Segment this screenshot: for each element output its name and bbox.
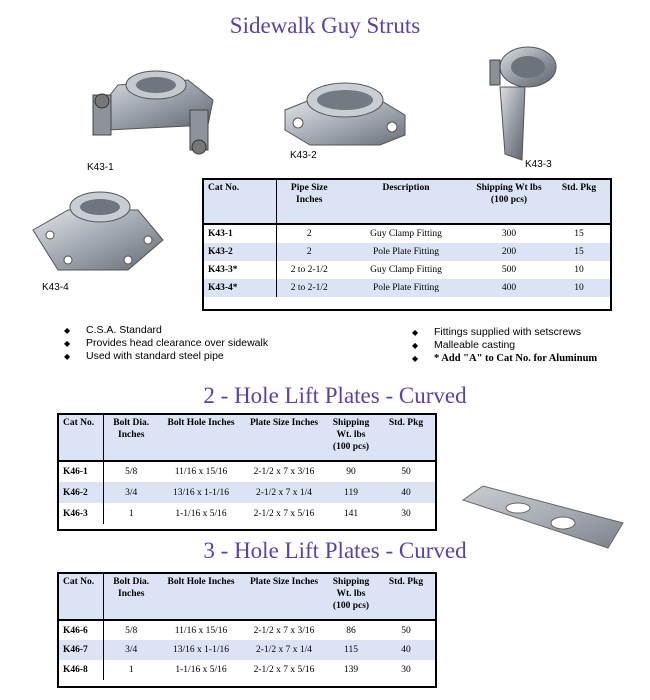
- table-k43: [204, 180, 610, 297]
- table-cell: Pole Plate Fitting: [342, 279, 470, 297]
- table-k46-2hole-header: Plate Size Inches: [243, 415, 325, 461]
- table-k46-3hole-header: Plate Size Inches: [243, 574, 325, 620]
- k43-1-photo: [78, 55, 228, 160]
- k43-4-photo: [28, 185, 168, 275]
- bullet-icon: ◆: [64, 352, 71, 361]
- table-k46-3hole: [59, 574, 435, 680]
- table-cell: 13/16 x 1-1/16: [159, 640, 243, 660]
- table-cell: Pole Plate Fitting: [342, 243, 470, 261]
- table-cell: 40: [377, 640, 435, 660]
- table-row: [204, 261, 610, 279]
- table-cell: 200: [470, 243, 548, 261]
- table-cell: 15: [548, 224, 610, 243]
- table-cell: 115: [325, 640, 377, 660]
- table-cell: K46-8: [59, 660, 103, 680]
- bullet-icon: ◆: [412, 341, 419, 350]
- table-cell: 141: [343, 508, 359, 519]
- table-cell: 500: [501, 265, 517, 275]
- table-row: [59, 640, 435, 660]
- table-cell: 1-1/16 x 5/16: [175, 665, 227, 675]
- table-cell: K46-3: [59, 503, 103, 524]
- table-cell: 50: [377, 461, 435, 482]
- table-row: [59, 482, 435, 503]
- table-cell: 139: [343, 665, 359, 675]
- table-cell: 2 to 2-1/2: [276, 279, 342, 297]
- table-k46-3hole-header: Std. Pkg: [377, 574, 435, 620]
- table-k43-header: Shipping Wt lbs (100 pcs): [470, 180, 548, 224]
- table-cell: 1: [128, 665, 134, 675]
- list-item: ◆ Malleable casting: [412, 339, 516, 351]
- table-cell: 11/16 x 15/16: [159, 461, 243, 482]
- table-cell: K46-2: [59, 482, 103, 503]
- table-row: [59, 503, 435, 524]
- table-cell: K46-1: [59, 461, 103, 482]
- table-cell: 1: [128, 508, 134, 519]
- table-cell: 2-1/2 x 7 x 3/16: [243, 620, 325, 640]
- table-cell: 3/4: [103, 482, 159, 503]
- table-k46-3hole-header: Shipping Wt. lbs (100 pcs): [325, 574, 377, 620]
- table-row: [204, 243, 610, 261]
- table-k43-header: Pipe Size Inches: [276, 180, 342, 224]
- table-cell: 5/8: [103, 620, 159, 640]
- lift-plate-photo: [458, 478, 628, 558]
- table-cell: 10: [574, 265, 584, 275]
- table-cell: 30: [401, 665, 411, 675]
- table-cell: K46-6: [59, 620, 103, 640]
- table-cell: 119: [325, 482, 377, 503]
- table-cell: 90: [325, 461, 377, 482]
- table-cell: 11/16 x 15/16: [159, 620, 243, 640]
- table-cell: 300: [470, 224, 548, 243]
- k43-1-label: K43-1: [87, 162, 114, 173]
- bullet-icon: ◆: [412, 328, 419, 337]
- k43-2-photo: [280, 75, 410, 155]
- table-cell: K43-3*: [204, 261, 276, 279]
- table-k46-3hole-header: Bolt Dia. Inches: [103, 574, 159, 620]
- table-cell: 30: [401, 508, 411, 519]
- k43-2-label: K43-2: [290, 150, 317, 161]
- table-cell: K46-7: [59, 640, 103, 660]
- table-row: [204, 279, 610, 297]
- table-cell: 2 to 2-1/2: [290, 265, 328, 275]
- table-k43-header: Cat No.: [204, 180, 276, 224]
- table-k46-2hole-header: Std. Pkg: [377, 415, 435, 461]
- title-sidewalk-guy-struts: Sidewalk Guy Struts: [229, 13, 421, 38]
- table-row: [204, 224, 610, 243]
- title-2-hole-lift-plates: 2 - Hole Lift Plates - Curved: [203, 383, 467, 408]
- table-row: [59, 660, 435, 680]
- table-cell: 15: [548, 243, 610, 261]
- table-cell: 5/8: [103, 461, 159, 482]
- bullets-right: [412, 326, 597, 365]
- list-item: ◆ * Add "A" to Cat No. for Aluminum: [412, 353, 598, 364]
- table-cell: 2-1/2 x 7 x 5/16: [253, 508, 315, 519]
- table-k46-2hole-header: Shipping Wt. lbs (100 pcs): [325, 415, 377, 461]
- table-k46-2hole-header: Bolt Hole Inches: [159, 415, 243, 461]
- table-cell: 400: [470, 279, 548, 297]
- table-row: [59, 461, 435, 482]
- table-cell: 40: [377, 482, 435, 503]
- table-cell: 13/16 x 1-1/16: [159, 482, 243, 503]
- bullet-icon: ◆: [64, 326, 71, 335]
- table-k46-2hole-header: Bolt Dia. Inches: [103, 415, 159, 461]
- table-cell: 50: [377, 620, 435, 640]
- list-item: ◆ Used with standard steel pipe: [64, 350, 224, 362]
- table-cell: 2-1/2 x 7 x 1/4: [243, 482, 325, 503]
- table-cell: 1-1/16 x 5/16: [175, 508, 227, 519]
- list-item: ◆ Provides head clearance over sidewalk: [64, 337, 269, 349]
- k43-4-label: K43-4: [42, 282, 69, 293]
- table-k46-3hole-header: Bolt Hole Inches: [159, 574, 243, 620]
- table-cell: K43-2: [204, 243, 276, 261]
- k43-3-label: K43-3: [525, 159, 552, 170]
- table-cell: 2: [276, 224, 342, 243]
- table-k46-2hole-header: Cat No.: [59, 415, 103, 461]
- table-cell: 86: [325, 620, 377, 640]
- table-k46-3hole-header: Cat No.: [59, 574, 103, 620]
- table-cell: Guy Clamp Fitting: [342, 224, 470, 243]
- list-item: ◆ C.S.A. Standard: [64, 324, 162, 336]
- k43-3-photo: [480, 42, 565, 167]
- bullet-icon: ◆: [64, 339, 71, 348]
- table-cell: K43-1: [204, 224, 276, 243]
- table-k46-2hole: [59, 415, 435, 524]
- bullet-icon: ◆: [412, 354, 419, 363]
- table-cell: 10: [548, 279, 610, 297]
- table-k43-header: Std. Pkg: [548, 180, 610, 224]
- table-cell: 2-1/2 x 7 x 5/16: [253, 665, 315, 675]
- table-row: [59, 620, 435, 640]
- table-cell: 2-1/2 x 7 x 1/4: [243, 640, 325, 660]
- table-cell: 2-1/2 x 7 x 3/16: [243, 461, 325, 482]
- list-item: ◆ Fittings supplied with setscrews: [412, 326, 582, 338]
- table-cell: 3/4: [103, 640, 159, 660]
- table-cell: 2: [276, 243, 342, 261]
- bullets-left: [64, 324, 268, 363]
- table-cell: K43-4*: [204, 279, 276, 297]
- table-k43-header: Description: [342, 180, 470, 224]
- table-cell: Guy Clamp Fitting: [370, 265, 442, 275]
- title-3-hole-lift-plates: 3 - Hole Lift Plates - Curved: [203, 538, 467, 563]
